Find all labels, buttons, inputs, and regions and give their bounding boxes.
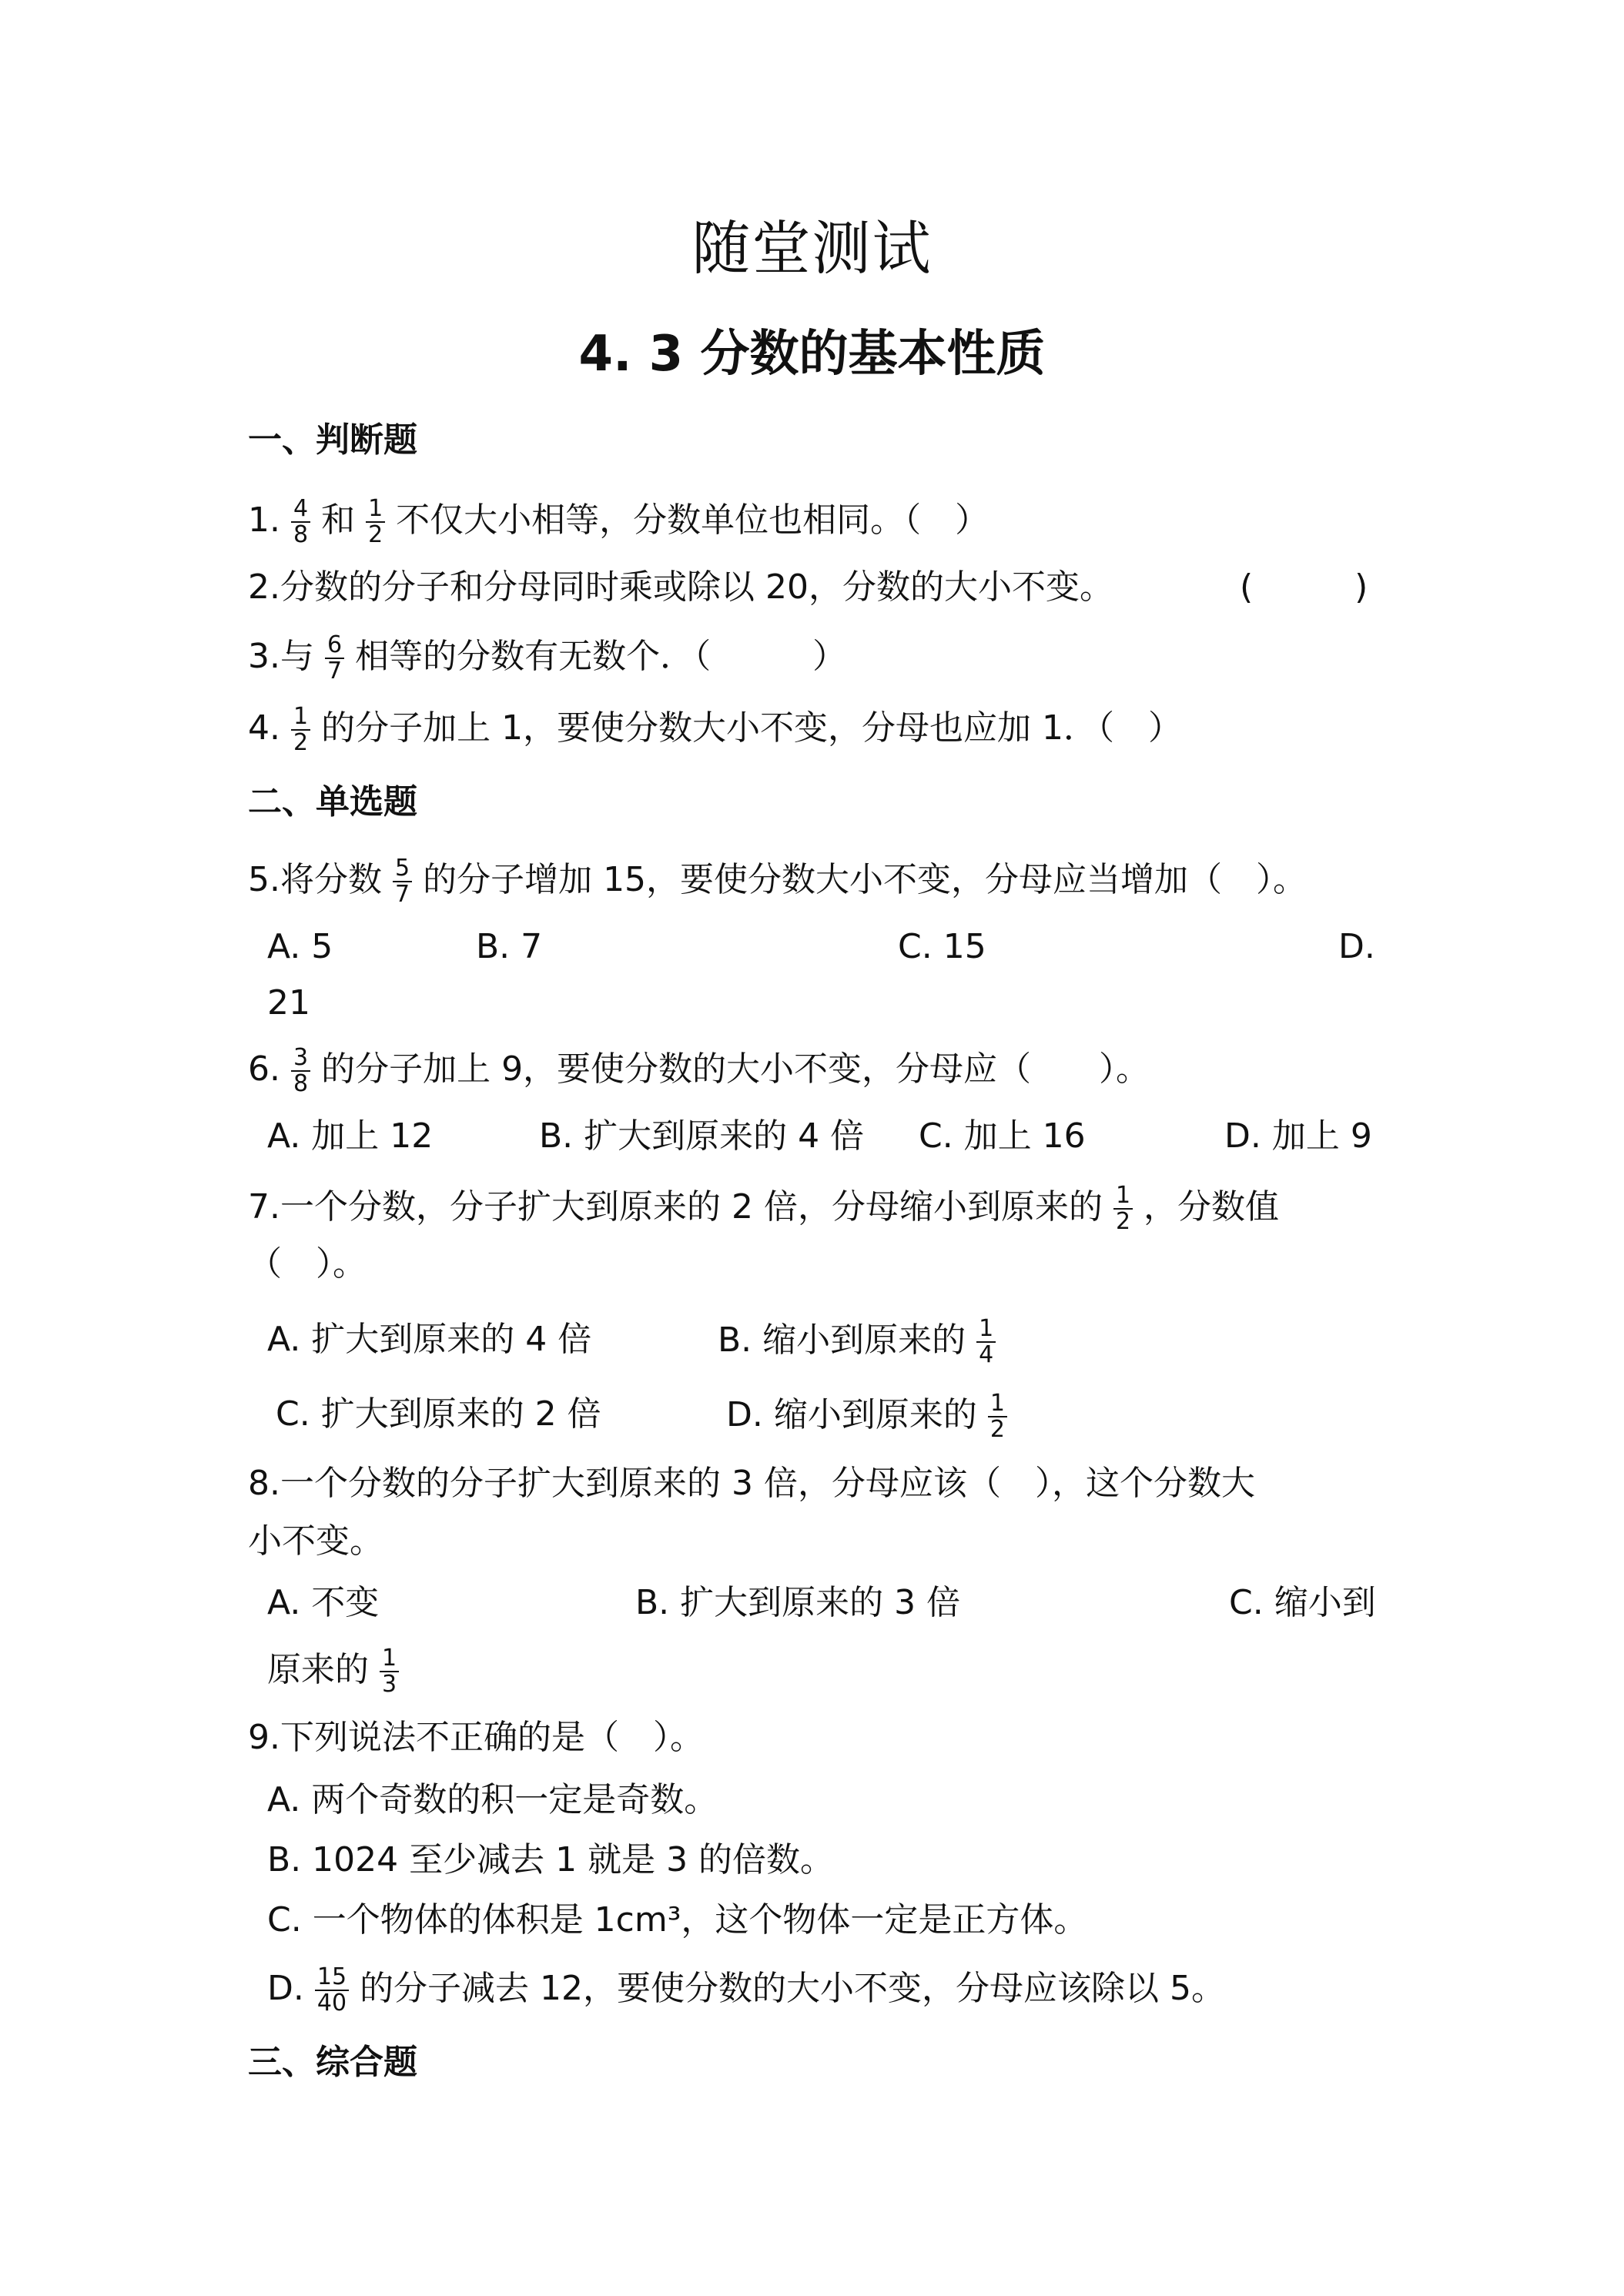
q4-text: 的分子加上 1，要使分数大小不变，分母也应加 1．（ ） (321, 708, 1183, 748)
q7-option-d-denominator: 2 (988, 1416, 1007, 1442)
q8-option-b: B. 扩大到原来的 3 倍 (635, 1583, 961, 1622)
section-heading-true-false: 一、判断题 (248, 420, 417, 460)
q3-fraction (325, 633, 344, 684)
q5-option-d: D. (1338, 927, 1375, 966)
q9-option-a: A. 两个奇数的积一定是奇数。 (267, 1780, 718, 1819)
page-title: 随堂测试 (691, 214, 933, 283)
q7-option-b-numerator: 1 (979, 1315, 994, 1342)
q7-fraction-denominator: 2 (1113, 1208, 1133, 1234)
q9-option-d (267, 1965, 1225, 2016)
q2-answer-paren: ( ) (1240, 567, 1368, 607)
q5-fraction-denominator: 7 (393, 881, 412, 907)
q3-fraction-denominator: 7 (325, 658, 344, 684)
q6-text: 的分子加上 9，要使分数的大小不变，分母应（ ）。 (321, 1049, 1150, 1089)
q5-option-c: C. 15 (898, 927, 986, 966)
question-7 (248, 1183, 1279, 1234)
q9-option-c: C. 一个物体的体积是 1cm³，这个物体一定是正方体。 (267, 1900, 1088, 1940)
q1-text: 不仅大小相等，分数单位也相同。（ ） (396, 500, 989, 540)
question-9: 9.下列说法不正确的是（ ）。 (248, 1718, 704, 1757)
q2-text: 2.分数的分子和分母同时乘或除以 20，分数的大小不变。 (248, 567, 1113, 607)
q5-prefix: 5.将分数 (248, 860, 382, 899)
question-3 (248, 633, 846, 684)
q3-text: 相等的分数有无数个．（ ） (355, 637, 847, 676)
q5-option-d-value: 21 (267, 983, 310, 1022)
q9-option-b: B. 1024 至少减去 1 就是 3 的倍数。 (267, 1840, 835, 1879)
question-8: 8.一个分数的分子扩大到原来的 3 倍，分母应该（ ），这个分数大 (248, 1464, 1255, 1503)
q7-fraction-numerator: 1 (1115, 1182, 1131, 1209)
q4-number: 4. (248, 708, 280, 748)
q6-option-c: C. 加上 16 (919, 1116, 1086, 1156)
q7-option-b-text: B. 缩小到原来的 (718, 1320, 966, 1360)
q1-and: 和 (321, 500, 356, 540)
q7-option-d-fraction (988, 1391, 1007, 1442)
q5-fraction (393, 856, 412, 907)
q9-option-d-denominator: 40 (315, 1990, 349, 2016)
q6-option-d: D. 加上 9 (1224, 1116, 1372, 1156)
q7-option-b-denominator: 4 (976, 1341, 996, 1367)
q7-fraction (1113, 1183, 1133, 1234)
question-2 (248, 564, 1113, 611)
q4-fraction (291, 705, 310, 755)
question-4 (248, 705, 1182, 755)
q4-fraction-numerator: 1 (293, 703, 309, 730)
q7-option-a: A. 扩大到原来的 4 倍 (267, 1320, 592, 1359)
q8-option-c-fraction (380, 1646, 399, 1697)
q8-option-a: A. 不变 (267, 1583, 380, 1622)
q9-option-d-numerator: 15 (316, 1963, 347, 1990)
q6-fraction (291, 1046, 310, 1096)
section-heading-multiple-choice: 二、单选题 (248, 782, 417, 822)
q7-option-d (726, 1391, 1018, 1442)
q5-option-b: B. 7 (476, 927, 543, 966)
q7-option-b-fraction (976, 1317, 996, 1367)
q7-option-c: C. 扩大到原来的 2 倍 (276, 1394, 601, 1434)
q1-number: 1. (248, 500, 280, 540)
q6-option-a: A. 加上 12 (267, 1116, 434, 1156)
q6-fraction-numerator: 3 (293, 1044, 309, 1071)
q9-option-d-label: D. (267, 1969, 304, 2008)
q3-prefix: 3.与 (248, 637, 314, 676)
q7-option-b (718, 1317, 1006, 1367)
q7-option-d-numerator: 1 (989, 1390, 1005, 1417)
q5-fraction-numerator: 5 (394, 855, 410, 882)
page-subtitle: 4. 3 分数的基本性质 (578, 326, 1046, 383)
q6-number: 6. (248, 1049, 280, 1089)
question-5 (248, 856, 1307, 907)
q7-text-end: ，分数值 (1143, 1187, 1280, 1227)
q4-fraction-denominator: 2 (291, 729, 310, 755)
q1-fraction-2-denominator: 2 (366, 521, 385, 547)
q1-fraction-2 (366, 497, 385, 547)
q1-fraction-1 (291, 497, 310, 547)
q3-fraction-numerator: 6 (326, 631, 343, 658)
q1-fraction-1-denominator: 8 (291, 521, 310, 547)
q7-line-2: （ ）。 (248, 1244, 367, 1284)
q1-fraction-2-numerator: 1 (368, 495, 383, 522)
q1-fraction-1-numerator: 4 (293, 495, 309, 522)
q8-line-2: 小不变。 (248, 1521, 383, 1561)
q8-option-c-continued (267, 1646, 410, 1697)
q7-option-d-text: D. 缩小到原来的 (726, 1395, 977, 1434)
q8-option-c-text: 原来的 (267, 1650, 369, 1689)
q8-option-c-denominator: 3 (380, 1671, 399, 1697)
section-heading-comprehensive: 三、综合题 (248, 2043, 417, 2082)
q5-option-a: A. 5 (267, 927, 333, 966)
q7-text: 7.一个分数，分子扩大到原来的 2 倍，分母缩小到原来的 (248, 1187, 1103, 1227)
q9-option-d-fraction (315, 1965, 349, 2016)
q5-text: 的分子增加 15，要使分数大小不变，分母应当增加（ ）。 (423, 860, 1308, 899)
q8-option-c-numerator: 1 (382, 1645, 397, 1672)
q6-fraction-denominator: 8 (291, 1070, 310, 1096)
q8-option-c: C. 缩小到 (1229, 1583, 1376, 1622)
q9-option-d-text: 的分子减去 12，要使分数的大小不变，分母应该除以 5。 (360, 1969, 1226, 2008)
q6-option-b: B. 扩大到原来的 4 倍 (539, 1116, 865, 1156)
question-6 (248, 1046, 1150, 1096)
question-1 (248, 497, 989, 547)
